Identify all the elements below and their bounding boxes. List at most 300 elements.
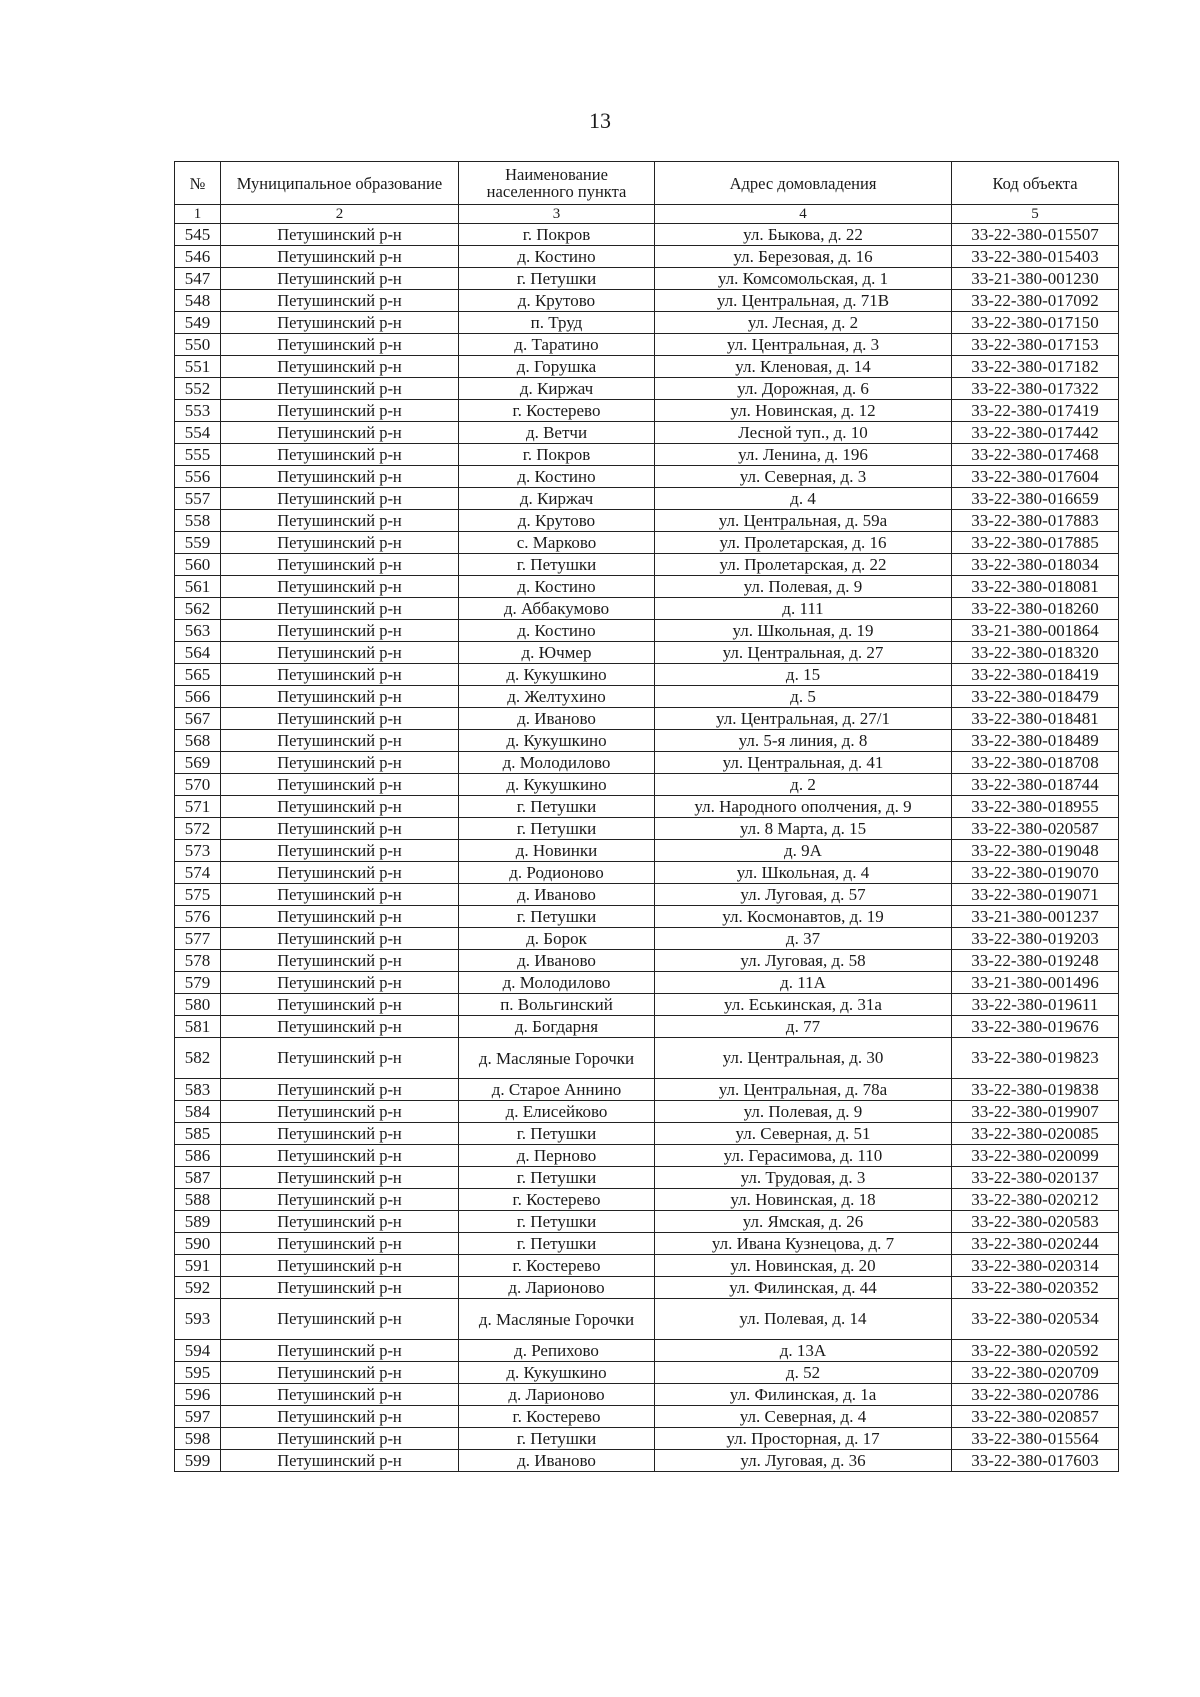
settlement-cell: д. Ларионово bbox=[459, 1384, 655, 1406]
row-number: 595 bbox=[175, 1362, 221, 1384]
address-cell: ул. 8 Марта, д. 15 bbox=[655, 818, 952, 840]
settlement-cell: г. Петушки bbox=[459, 796, 655, 818]
table-row bbox=[175, 1079, 1119, 1101]
address-cell: ул. Ивана Кузнецова, д. 7 bbox=[655, 1233, 952, 1255]
row-number: 556 bbox=[175, 466, 221, 488]
address-cell: д. 52 bbox=[655, 1362, 952, 1384]
row-number: 565 bbox=[175, 664, 221, 686]
municipality-cell: Петушинский р-н bbox=[221, 1384, 459, 1406]
row-number: 577 bbox=[175, 928, 221, 950]
table-row bbox=[175, 422, 1119, 444]
table-row bbox=[175, 1123, 1119, 1145]
table-row bbox=[175, 774, 1119, 796]
object-code-cell: 33-22-380-020352 bbox=[952, 1277, 1119, 1299]
header-settlement: Наименование населенного пункта bbox=[459, 162, 655, 205]
object-code-cell: 33-22-380-017885 bbox=[952, 532, 1119, 554]
municipality-cell: Петушинский р-н bbox=[221, 488, 459, 510]
address-cell: ул. Ленина, д. 196 bbox=[655, 444, 952, 466]
row-number: 585 bbox=[175, 1123, 221, 1145]
table-row bbox=[175, 994, 1119, 1016]
municipality-cell: Петушинский р-н bbox=[221, 1340, 459, 1362]
address-cell: ул. Трудовая, д. 3 bbox=[655, 1167, 952, 1189]
object-code-cell: 33-22-380-019823 bbox=[952, 1038, 1119, 1079]
address-cell: ул. Новинская, д. 20 bbox=[655, 1255, 952, 1277]
settlement-cell: д. Борок bbox=[459, 928, 655, 950]
municipality-cell: Петушинский р-н bbox=[221, 224, 459, 246]
table-row bbox=[175, 818, 1119, 840]
table-row bbox=[175, 510, 1119, 532]
table-row bbox=[175, 1038, 1119, 1079]
address-cell: ул. Центральная, д. 41 bbox=[655, 752, 952, 774]
object-code-cell: 33-22-380-020099 bbox=[952, 1145, 1119, 1167]
municipality-cell: Петушинский р-н bbox=[221, 708, 459, 730]
table-row bbox=[175, 1362, 1119, 1384]
municipality-cell: Петушинский р-н bbox=[221, 554, 459, 576]
table-row bbox=[175, 1428, 1119, 1450]
settlement-cell: д. Новинки bbox=[459, 840, 655, 862]
object-code-cell: 33-22-380-017092 bbox=[952, 290, 1119, 312]
settlement-cell: п. Вольгинский bbox=[459, 994, 655, 1016]
table-row bbox=[175, 554, 1119, 576]
settlement-cell: д. Иваново bbox=[459, 1450, 655, 1472]
address-cell: ул. Просторная, д. 17 bbox=[655, 1428, 952, 1450]
address-cell: ул. Северная, д. 3 bbox=[655, 466, 952, 488]
address-cell: д. 15 bbox=[655, 664, 952, 686]
settlement-cell: д. Кукушкино bbox=[459, 774, 655, 796]
object-code-cell: 33-22-380-018034 bbox=[952, 554, 1119, 576]
table-row bbox=[175, 1255, 1119, 1277]
address-cell: ул. Центральная, д. 27 bbox=[655, 642, 952, 664]
object-code-cell: 33-22-380-018479 bbox=[952, 686, 1119, 708]
row-number: 594 bbox=[175, 1340, 221, 1362]
settlement-cell: д. Масляные Горочки bbox=[459, 1038, 655, 1079]
municipality-cell: Петушинский р-н bbox=[221, 928, 459, 950]
settlement-cell: д. Киржач bbox=[459, 378, 655, 400]
address-cell: д. 111 bbox=[655, 598, 952, 620]
object-code-cell: 33-22-380-020592 bbox=[952, 1340, 1119, 1362]
row-number: 567 bbox=[175, 708, 221, 730]
municipality-cell: Петушинский р-н bbox=[221, 1016, 459, 1038]
address-cell: ул. Луговая, д. 58 bbox=[655, 950, 952, 972]
municipality-cell: Петушинский р-н bbox=[221, 1189, 459, 1211]
settlement-cell: д. Горушка bbox=[459, 356, 655, 378]
municipality-cell: Петушинский р-н bbox=[221, 400, 459, 422]
settlement-cell: д. Ючмер bbox=[459, 642, 655, 664]
row-number: 547 bbox=[175, 268, 221, 290]
address-cell: ул. Полевая, д. 9 bbox=[655, 1101, 952, 1123]
object-code-cell: 33-22-380-019070 bbox=[952, 862, 1119, 884]
municipality-cell: Петушинский р-н bbox=[221, 994, 459, 1016]
table-row bbox=[175, 378, 1119, 400]
settlement-cell: д. Иваново bbox=[459, 950, 655, 972]
municipality-cell: Петушинский р-н bbox=[221, 422, 459, 444]
row-number: 572 bbox=[175, 818, 221, 840]
object-code-cell: 33-22-380-017150 bbox=[952, 312, 1119, 334]
address-cell: ул. 5-я линия, д. 8 bbox=[655, 730, 952, 752]
settlement-cell: с. Марково bbox=[459, 532, 655, 554]
municipality-cell: Петушинский р-н bbox=[221, 1299, 459, 1340]
object-code-cell: 33-22-380-018081 bbox=[952, 576, 1119, 598]
row-number: 586 bbox=[175, 1145, 221, 1167]
settlement-cell: г. Петушки bbox=[459, 554, 655, 576]
row-number: 559 bbox=[175, 532, 221, 554]
table-row bbox=[175, 1233, 1119, 1255]
address-cell: д. 2 bbox=[655, 774, 952, 796]
table-row bbox=[175, 1277, 1119, 1299]
municipality-cell: Петушинский р-н bbox=[221, 378, 459, 400]
table-row bbox=[175, 576, 1119, 598]
address-cell: ул. Новинская, д. 12 bbox=[655, 400, 952, 422]
column-index: 3 bbox=[459, 205, 655, 224]
table-row bbox=[175, 950, 1119, 972]
row-number: 590 bbox=[175, 1233, 221, 1255]
table-row bbox=[175, 620, 1119, 642]
municipality-cell: Петушинский р-н bbox=[221, 510, 459, 532]
settlement-cell: д. Богдарня bbox=[459, 1016, 655, 1038]
row-number: 555 bbox=[175, 444, 221, 466]
address-cell: ул. Ямская, д. 26 bbox=[655, 1211, 952, 1233]
table-row bbox=[175, 334, 1119, 356]
object-code-cell: 33-22-380-017604 bbox=[952, 466, 1119, 488]
table-row bbox=[175, 246, 1119, 268]
row-number: 563 bbox=[175, 620, 221, 642]
address-cell: ул. Полевая, д. 9 bbox=[655, 576, 952, 598]
municipality-cell: Петушинский р-н bbox=[221, 840, 459, 862]
settlement-cell: г. Петушки bbox=[459, 1428, 655, 1450]
settlement-cell: г. Петушки bbox=[459, 1211, 655, 1233]
table-row bbox=[175, 796, 1119, 818]
row-number: 548 bbox=[175, 290, 221, 312]
object-code-cell: 33-22-380-015564 bbox=[952, 1428, 1119, 1450]
address-cell: ул. Школьная, д. 4 bbox=[655, 862, 952, 884]
municipality-cell: Петушинский р-н bbox=[221, 774, 459, 796]
row-number: 564 bbox=[175, 642, 221, 664]
object-code-cell: 33-22-380-017182 bbox=[952, 356, 1119, 378]
municipality-cell: Петушинский р-н bbox=[221, 862, 459, 884]
object-code-cell: 33-22-380-019611 bbox=[952, 994, 1119, 1016]
row-number: 583 bbox=[175, 1079, 221, 1101]
table-row bbox=[175, 400, 1119, 422]
settlement-cell: г. Костерево bbox=[459, 1189, 655, 1211]
settlement-cell: д. Иваново bbox=[459, 708, 655, 730]
object-code-cell: 33-22-380-020583 bbox=[952, 1211, 1119, 1233]
address-cell: ул. Комсомольская, д. 1 bbox=[655, 268, 952, 290]
municipality-cell: Петушинский р-н bbox=[221, 356, 459, 378]
object-code-cell: 33-22-380-019248 bbox=[952, 950, 1119, 972]
settlement-cell: д. Перново bbox=[459, 1145, 655, 1167]
address-cell: ул. Березовая, д. 16 bbox=[655, 246, 952, 268]
object-code-cell: 33-22-380-018744 bbox=[952, 774, 1119, 796]
address-cell: ул. Центральная, д. 30 bbox=[655, 1038, 952, 1079]
address-cell: ул. Центральная, д. 78а bbox=[655, 1079, 952, 1101]
settlement-cell: г. Костерево bbox=[459, 400, 655, 422]
object-code-cell: 33-22-380-020587 bbox=[952, 818, 1119, 840]
table-row bbox=[175, 268, 1119, 290]
municipality-cell: Петушинский р-н bbox=[221, 598, 459, 620]
table-header-row bbox=[175, 162, 1119, 205]
object-code-cell: 33-22-380-015507 bbox=[952, 224, 1119, 246]
table-row bbox=[175, 312, 1119, 334]
column-index: 1 bbox=[175, 205, 221, 224]
address-cell: ул. Филинская, д. 1а bbox=[655, 1384, 952, 1406]
row-number: 553 bbox=[175, 400, 221, 422]
object-code-cell: 33-22-380-020137 bbox=[952, 1167, 1119, 1189]
municipality-cell: Петушинский р-н bbox=[221, 1211, 459, 1233]
settlement-cell: д. Репихово bbox=[459, 1340, 655, 1362]
table-row bbox=[175, 444, 1119, 466]
address-cell: ул. Дорожная, д. 6 bbox=[655, 378, 952, 400]
address-cell: д. 9А bbox=[655, 840, 952, 862]
row-number: 593 bbox=[175, 1299, 221, 1340]
address-cell: д. 13А bbox=[655, 1340, 952, 1362]
table-row bbox=[175, 1016, 1119, 1038]
settlement-cell: д. Костино bbox=[459, 466, 655, 488]
settlement-cell: д. Ларионово bbox=[459, 1277, 655, 1299]
object-code-cell: 33-22-380-020709 bbox=[952, 1362, 1119, 1384]
object-code-cell: 33-22-380-018489 bbox=[952, 730, 1119, 752]
row-number: 582 bbox=[175, 1038, 221, 1079]
address-cell: ул. Центральная, д. 59а bbox=[655, 510, 952, 532]
municipality-cell: Петушинский р-н bbox=[221, 290, 459, 312]
row-number: 551 bbox=[175, 356, 221, 378]
column-index: 2 bbox=[221, 205, 459, 224]
row-number: 587 bbox=[175, 1167, 221, 1189]
row-number: 599 bbox=[175, 1450, 221, 1472]
settlement-cell: д. Ветчи bbox=[459, 422, 655, 444]
address-cell: ул. Центральная, д. 3 bbox=[655, 334, 952, 356]
municipality-cell: Петушинский р-н bbox=[221, 1428, 459, 1450]
row-number: 549 bbox=[175, 312, 221, 334]
municipality-cell: Петушинский р-н bbox=[221, 1101, 459, 1123]
object-code-cell: 33-21-380-001230 bbox=[952, 268, 1119, 290]
settlement-cell: г. Петушки bbox=[459, 818, 655, 840]
address-cell: ул. Луговая, д. 57 bbox=[655, 884, 952, 906]
address-cell: ул. Северная, д. 4 bbox=[655, 1406, 952, 1428]
object-code-cell: 33-22-380-019676 bbox=[952, 1016, 1119, 1038]
object-code-cell: 33-22-380-018260 bbox=[952, 598, 1119, 620]
object-code-cell: 33-22-380-020857 bbox=[952, 1406, 1119, 1428]
settlement-cell: д. Костино bbox=[459, 620, 655, 642]
object-code-cell: 33-22-380-018708 bbox=[952, 752, 1119, 774]
object-code-cell: 33-22-380-020085 bbox=[952, 1123, 1119, 1145]
table-row bbox=[175, 1189, 1119, 1211]
municipality-cell: Петушинский р-н bbox=[221, 576, 459, 598]
table-row bbox=[175, 928, 1119, 950]
municipality-cell: Петушинский р-н bbox=[221, 1167, 459, 1189]
settlement-cell: д. Киржач bbox=[459, 488, 655, 510]
object-code-cell: 33-21-380-001864 bbox=[952, 620, 1119, 642]
row-number: 560 bbox=[175, 554, 221, 576]
table-row bbox=[175, 1167, 1119, 1189]
column-index: 4 bbox=[655, 205, 952, 224]
object-code-cell: 33-22-380-017153 bbox=[952, 334, 1119, 356]
settlement-cell: п. Труд bbox=[459, 312, 655, 334]
municipality-cell: Петушинский р-н bbox=[221, 532, 459, 554]
settlement-cell: д. Кукушкино bbox=[459, 730, 655, 752]
row-number: 579 bbox=[175, 972, 221, 994]
table-row bbox=[175, 1101, 1119, 1123]
row-number: 561 bbox=[175, 576, 221, 598]
row-number: 575 bbox=[175, 884, 221, 906]
address-cell: ул. Герасимова, д. 110 bbox=[655, 1145, 952, 1167]
row-number: 573 bbox=[175, 840, 221, 862]
settlement-cell: г. Костерево bbox=[459, 1255, 655, 1277]
object-code-cell: 33-22-380-020314 bbox=[952, 1255, 1119, 1277]
address-cell: ул. Космонавтов, д. 19 bbox=[655, 906, 952, 928]
table-row bbox=[175, 466, 1119, 488]
municipality-cell: Петушинский р-н bbox=[221, 1038, 459, 1079]
municipality-cell: Петушинский р-н bbox=[221, 972, 459, 994]
municipality-cell: Петушинский р-н bbox=[221, 796, 459, 818]
address-cell: ул. Центральная, д. 71В bbox=[655, 290, 952, 312]
row-number: 552 bbox=[175, 378, 221, 400]
row-number: 566 bbox=[175, 686, 221, 708]
object-code-cell: 33-22-380-017322 bbox=[952, 378, 1119, 400]
table-row bbox=[175, 664, 1119, 686]
address-cell: д. 37 bbox=[655, 928, 952, 950]
settlement-cell: д. Молодилово bbox=[459, 752, 655, 774]
settlement-cell: д. Масляные Горочки bbox=[459, 1299, 655, 1340]
table-row bbox=[175, 224, 1119, 246]
table-row bbox=[175, 708, 1119, 730]
object-code-cell: 33-22-380-016659 bbox=[952, 488, 1119, 510]
object-code-cell: 33-22-380-020212 bbox=[952, 1189, 1119, 1211]
settlement-cell: д. Желтухино bbox=[459, 686, 655, 708]
address-cell: ул. Лесная, д. 2 bbox=[655, 312, 952, 334]
table-row bbox=[175, 972, 1119, 994]
municipality-cell: Петушинский р-н bbox=[221, 268, 459, 290]
object-code-cell: 33-22-380-017419 bbox=[952, 400, 1119, 422]
row-number: 558 bbox=[175, 510, 221, 532]
address-cell: ул. Школьная, д. 19 bbox=[655, 620, 952, 642]
table-row bbox=[175, 752, 1119, 774]
object-code-cell: 33-22-380-017883 bbox=[952, 510, 1119, 532]
municipality-cell: Петушинский р-н bbox=[221, 312, 459, 334]
row-number: 554 bbox=[175, 422, 221, 444]
settlement-cell: д. Родионово bbox=[459, 862, 655, 884]
table-row bbox=[175, 884, 1119, 906]
object-code-cell: 33-22-380-019907 bbox=[952, 1101, 1119, 1123]
object-code-cell: 33-22-380-019203 bbox=[952, 928, 1119, 950]
settlement-cell: г. Петушки bbox=[459, 268, 655, 290]
municipality-cell: Петушинский р-н bbox=[221, 1255, 459, 1277]
object-code-cell: 33-21-380-001237 bbox=[952, 906, 1119, 928]
row-number: 589 bbox=[175, 1211, 221, 1233]
object-code-cell: 33-21-380-001496 bbox=[952, 972, 1119, 994]
municipality-cell: Петушинский р-н bbox=[221, 950, 459, 972]
municipality-cell: Петушинский р-н bbox=[221, 1233, 459, 1255]
settlement-cell: г. Костерево bbox=[459, 1406, 655, 1428]
municipality-cell: Петушинский р-н bbox=[221, 730, 459, 752]
row-number: 592 bbox=[175, 1277, 221, 1299]
row-number: 546 bbox=[175, 246, 221, 268]
municipality-cell: Петушинский р-н bbox=[221, 1362, 459, 1384]
object-code-cell: 33-22-380-017442 bbox=[952, 422, 1119, 444]
settlement-cell: г. Петушки bbox=[459, 1123, 655, 1145]
settlement-cell: д. Крутово bbox=[459, 510, 655, 532]
settlement-cell: д. Иваново bbox=[459, 884, 655, 906]
municipality-cell: Петушинский р-н bbox=[221, 818, 459, 840]
settlement-cell: г. Петушки bbox=[459, 1167, 655, 1189]
municipality-cell: Петушинский р-н bbox=[221, 1277, 459, 1299]
table-row bbox=[175, 1450, 1119, 1472]
municipality-cell: Петушинский р-н bbox=[221, 884, 459, 906]
municipality-cell: Петушинский р-н bbox=[221, 752, 459, 774]
settlement-cell: д. Костино bbox=[459, 246, 655, 268]
column-index-row bbox=[175, 205, 1119, 224]
table-body bbox=[175, 224, 1119, 1472]
header-address: Адрес домовладения bbox=[655, 162, 952, 205]
address-cell: ул. Пролетарская, д. 16 bbox=[655, 532, 952, 554]
table-row bbox=[175, 290, 1119, 312]
settlement-cell: д. Молодилово bbox=[459, 972, 655, 994]
row-number: 580 bbox=[175, 994, 221, 1016]
row-number: 584 bbox=[175, 1101, 221, 1123]
settlement-cell: г. Покров bbox=[459, 444, 655, 466]
row-number: 597 bbox=[175, 1406, 221, 1428]
address-cell: ул. Северная, д. 51 bbox=[655, 1123, 952, 1145]
row-number: 574 bbox=[175, 862, 221, 884]
settlement-cell: г. Петушки bbox=[459, 1233, 655, 1255]
settlement-cell: д. Старое Аннино bbox=[459, 1079, 655, 1101]
settlement-cell: д. Аббакумово bbox=[459, 598, 655, 620]
row-number: 581 bbox=[175, 1016, 221, 1038]
table-row bbox=[175, 1384, 1119, 1406]
row-number: 568 bbox=[175, 730, 221, 752]
address-cell: ул. Полевая, д. 14 bbox=[655, 1299, 952, 1340]
address-cell: ул. Пролетарская, д. 22 bbox=[655, 554, 952, 576]
object-code-cell: 33-22-380-020534 bbox=[952, 1299, 1119, 1340]
settlement-cell: д. Кукушкино bbox=[459, 664, 655, 686]
municipality-cell: Петушинский р-н bbox=[221, 1145, 459, 1167]
address-cell: ул. Народного ополчения, д. 9 bbox=[655, 796, 952, 818]
table-row bbox=[175, 686, 1119, 708]
address-cell: д. 4 bbox=[655, 488, 952, 510]
address-cell: ул. Филинская, д. 44 bbox=[655, 1277, 952, 1299]
address-cell: д. 11А bbox=[655, 972, 952, 994]
object-code-cell: 33-22-380-017603 bbox=[952, 1450, 1119, 1472]
municipality-cell: Петушинский р-н bbox=[221, 620, 459, 642]
address-cell: д. 77 bbox=[655, 1016, 952, 1038]
row-number: 596 bbox=[175, 1384, 221, 1406]
municipality-cell: Петушинский р-н bbox=[221, 1406, 459, 1428]
page-number: 13 bbox=[589, 108, 611, 133]
table-row bbox=[175, 730, 1119, 752]
table-row bbox=[175, 642, 1119, 664]
object-code-cell: 33-22-380-019071 bbox=[952, 884, 1119, 906]
settlement-cell: д. Елисейково bbox=[459, 1101, 655, 1123]
table-row bbox=[175, 1145, 1119, 1167]
row-number: 571 bbox=[175, 796, 221, 818]
table-row bbox=[175, 862, 1119, 884]
object-code-cell: 33-22-380-017468 bbox=[952, 444, 1119, 466]
row-number: 562 bbox=[175, 598, 221, 620]
municipality-cell: Петушинский р-н bbox=[221, 1079, 459, 1101]
row-number: 598 bbox=[175, 1428, 221, 1450]
table-row bbox=[175, 488, 1119, 510]
table-row bbox=[175, 840, 1119, 862]
header-municipality: Муниципальное образование bbox=[221, 162, 459, 205]
row-number: 569 bbox=[175, 752, 221, 774]
municipality-cell: Петушинский р-н bbox=[221, 246, 459, 268]
table-row bbox=[175, 356, 1119, 378]
row-number: 588 bbox=[175, 1189, 221, 1211]
row-number: 576 bbox=[175, 906, 221, 928]
settlement-cell: г. Покров bbox=[459, 224, 655, 246]
municipality-cell: Петушинский р-н bbox=[221, 1450, 459, 1472]
municipality-cell: Петушинский р-н bbox=[221, 642, 459, 664]
address-cell: ул. Луговая, д. 36 bbox=[655, 1450, 952, 1472]
